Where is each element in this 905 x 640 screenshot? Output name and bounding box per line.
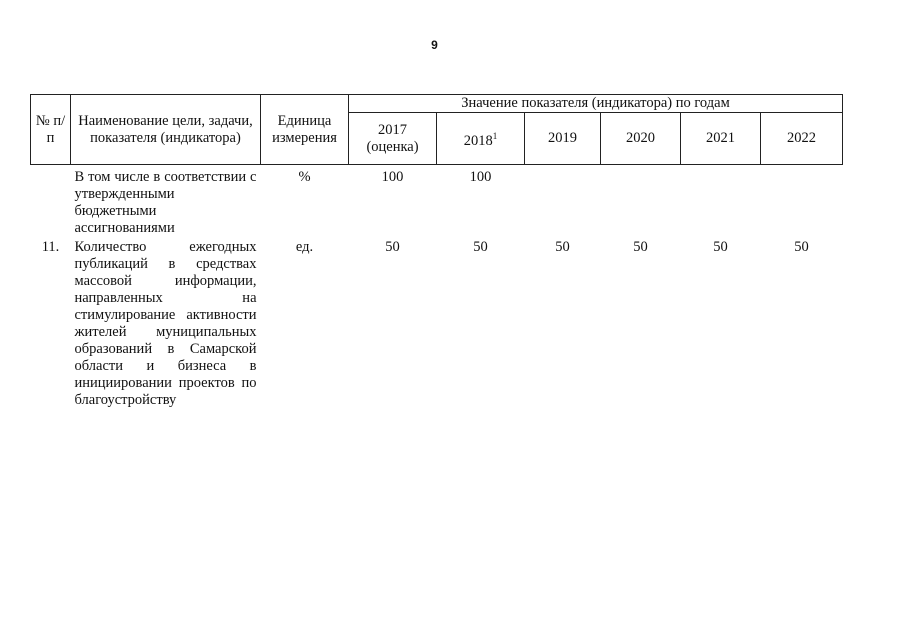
row-value <box>681 165 761 238</box>
table-row <box>31 237 843 409</box>
header-year <box>437 113 525 165</box>
header-unit: Единица измерения <box>261 95 349 165</box>
row-value: 50 <box>555 239 570 255</box>
row-name: Количество ежегодных публикаций в средствах массовой информации, направленных на стимулирование активности жителей муниципальных образований в Самарской области и бизнеса в инициировании проектов по благоустройству <box>74 239 257 408</box>
row-value: 50 <box>794 239 809 255</box>
row-number: 11. <box>41 239 60 255</box>
header-year-label: 2018 <box>463 132 493 149</box>
header-name: Наименование цели, задачи, показателя (индикатора) <box>71 95 261 165</box>
header-number: № п/п <box>31 95 71 165</box>
row-value: 50 <box>633 239 648 255</box>
row-number <box>31 165 71 238</box>
row-value <box>601 165 681 238</box>
row-unit: ед. <box>295 239 314 255</box>
header-year: 2020 <box>601 113 681 165</box>
row-value <box>761 165 843 238</box>
header-year: 2022 <box>761 113 843 165</box>
row-value: 50 <box>713 239 728 255</box>
row-unit: % <box>298 169 311 185</box>
row-value <box>525 165 601 238</box>
page-number: 9 <box>431 38 438 52</box>
table-row <box>31 165 843 238</box>
indicators-table <box>30 94 843 409</box>
row-value: 100 <box>381 169 404 185</box>
table-header <box>31 95 843 165</box>
header-year: 2019 <box>525 113 601 165</box>
header-year: 2017 (оценка) <box>349 113 437 165</box>
row-value: 50 <box>385 239 400 255</box>
header-values-group: Значение показателя (индикатора) по годам <box>349 95 843 113</box>
row-value: 50 <box>473 239 488 255</box>
header-year: 2021 <box>681 113 761 165</box>
row-name: В том числе в соответствии с утвержденными бюджетными ассигнованиями <box>74 169 257 236</box>
footnote-marker: 1 <box>492 130 498 141</box>
row-value: 100 <box>469 169 492 185</box>
